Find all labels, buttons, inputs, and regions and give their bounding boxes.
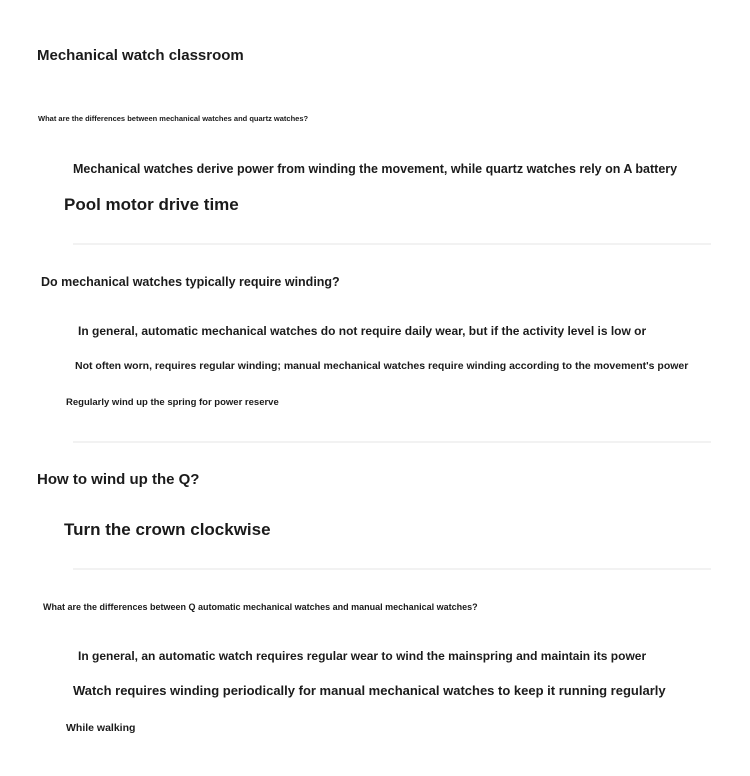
question-1: What are the differences between mechanical watches and quartz watches? [38,114,309,123]
section-divider [73,568,711,570]
section-divider [73,441,711,443]
answer-4-line-2: Watch requires winding periodically for manual mechanical watches to keep it running regularly [73,683,666,698]
question-4: What are the differences between Q automatic mechanical watches and manual mechanical watches? [43,602,478,612]
answer-4-line-1: In general, an automatic watch requires regular wear to wind the mainspring and maintain its power [78,649,647,663]
answer-2-line-3: Regularly wind up the spring for power reserve [66,397,279,408]
answer-2-line-2: Not often worn, requires regular winding; manual mechanical watches require winding according to the movement's power [75,360,689,372]
answer-1-line-2: Pool motor drive time [64,195,239,214]
section-divider [73,243,711,245]
answer-3-line-1: Turn the crown clockwise [64,520,271,539]
page-title: Mechanical watch classroom [37,47,244,64]
answer-4-line-3: While walking [66,722,136,734]
question-2: Do mechanical watches typically require winding? [41,275,340,289]
answer-1-line-1: Mechanical watches derive power from winding the movement, while quartz watches rely on A battery [73,162,678,176]
answer-2-line-1: In general, automatic mechanical watches do not require daily wear, but if the activity level is low or [78,324,647,338]
question-3: How to wind up the Q? [37,471,200,488]
